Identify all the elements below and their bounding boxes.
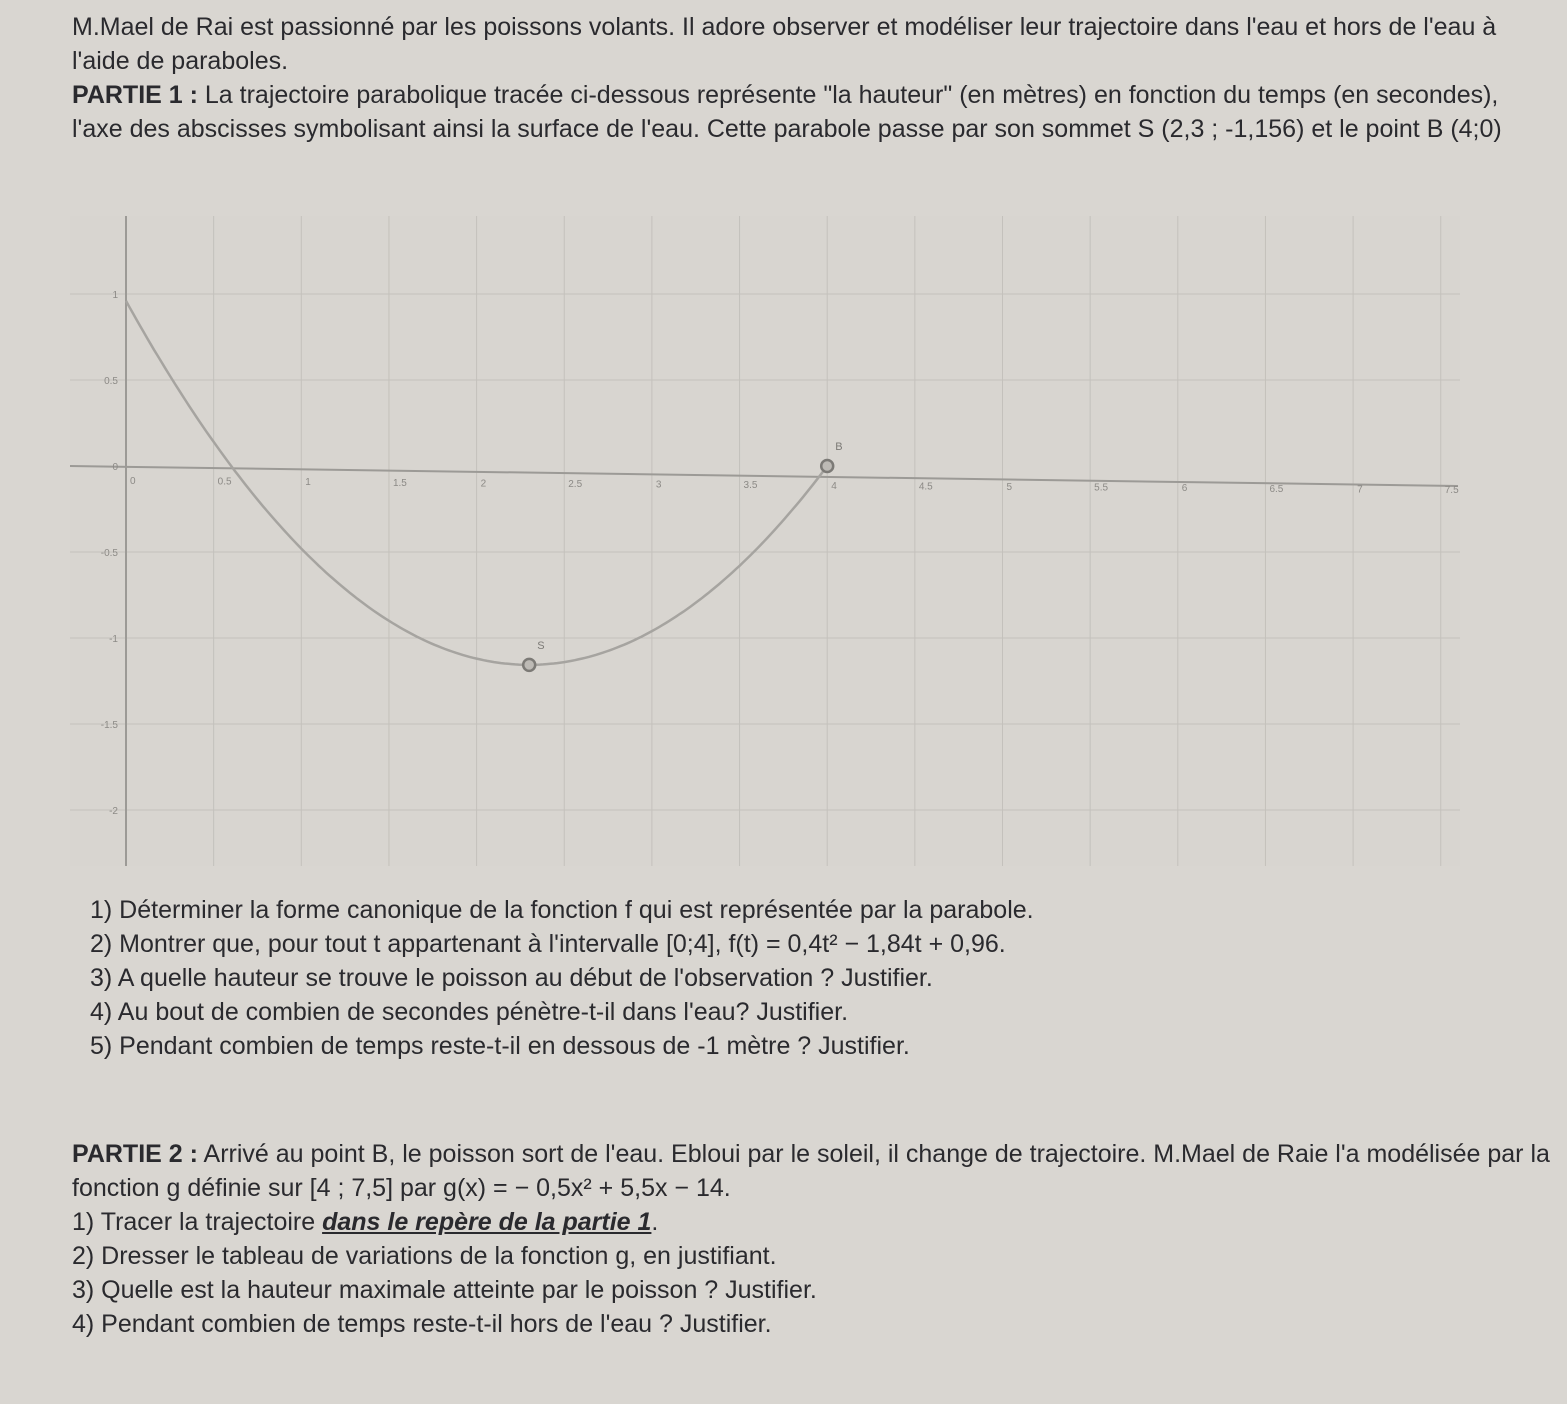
question-2-1-emphasis: dans le repère de la partie 1 <box>322 1208 652 1236</box>
x-tick-label: 0 <box>130 476 136 487</box>
x-tick-label: 7 <box>1357 484 1363 496</box>
question-2-4: 4) Pendant combien de temps reste-t-il hors de l'eau ? Justifier. <box>72 1310 772 1338</box>
y-tick-label: -1.5 <box>100 720 118 731</box>
partie1-label: PARTIE 1 : <box>72 81 198 109</box>
question-2-1 <box>72 1205 1552 1239</box>
partie2-text: Arrivé au point B, le poisson sort de l'eau. Ebloui par le soleil, il change de trajectoire. M.Mael de Raie l'a modélisée par la fonction g définie sur [4 ; 7,5] par g(x) = − 0,5x² + 5,5x − 14. <box>72 1140 1550 1202</box>
x-tick-label: 7.5 <box>1444 485 1459 496</box>
x-tick-label: 5.5 <box>1094 482 1109 494</box>
question-1-4: 4) Au bout de combien de secondes pénètre-t-il dans l'eau? Justifier. <box>90 998 849 1026</box>
question-2-1-suffix: . <box>651 1208 659 1236</box>
question-2-2: 2) Dresser le tableau de variations de la fonction g, en justifiant. <box>72 1242 777 1270</box>
x-tick-label: 2.5 <box>568 479 583 490</box>
x-tick-label: 5 <box>1006 482 1013 493</box>
x-tick-label: 2 <box>480 478 487 490</box>
question-2-1-prefix: 1) Tracer la trajectoire <box>72 1208 323 1236</box>
y-tick-label: 0.5 <box>104 376 118 387</box>
partie1-text: La trajectoire parabolique tracée ci-dessous représente "la hauteur" (en mètres) en fonction du temps (en secondes), l'axe des abscisses symbolisant ainsi la surface de l'eau. Cette parabole passe par son sommet S (2,3 ; -1,156) et le point B (4;0) <box>72 81 1502 143</box>
point-b <box>821 460 833 472</box>
x-tick-label: 6 <box>1181 483 1188 495</box>
intro-section <box>72 10 1552 146</box>
intro-text: M.Mael de Rai est passionné par les poissons volants. Il adore observer et modéliser leur trajectoire dans l'eau et hors de l'eau à l'aide de paraboles. <box>72 13 1497 75</box>
partie1-questions <box>90 893 1530 1063</box>
x-tick-label: 4 <box>831 480 837 492</box>
x-tick-label: 3 <box>655 479 662 491</box>
question-2-3: 3) Quelle est la hauteur maximale atteinte par le poisson ? Justifier. <box>72 1276 817 1304</box>
partie1-paragraph <box>72 78 1552 146</box>
x-tick-label: 1.5 <box>392 477 407 489</box>
partie2-label: PARTIE 2 : <box>72 1140 198 1168</box>
question-1-2: 2) Montrer que, pour tout t appartenant à l'intervalle [0;4], f(t) = 0,4t² − 1,84t + 0,96. <box>90 930 1006 958</box>
question-1-3: 3) A quelle hauteur se trouve le poisson au début de l'observation ? Justifier. <box>90 964 933 992</box>
partie2-section <box>72 1137 1552 1341</box>
x-tick-label: 6.5 <box>1269 483 1284 495</box>
partie2-paragraph <box>72 1137 1552 1205</box>
question-1-5: 5) Pendant combien de temps reste-t-il en dessous de -1 mètre ? Justifier. <box>90 1032 910 1060</box>
x-tick-label: 1 <box>305 477 311 489</box>
y-tick-label: -2 <box>109 806 118 817</box>
y-tick-label: -0.5 <box>100 548 118 559</box>
x-tick-label: 3.5 <box>743 480 758 492</box>
point-s <box>523 659 535 671</box>
point-label-s: S <box>537 639 545 652</box>
y-tick-label: 0 <box>112 462 118 473</box>
parabola-graph <box>70 216 1460 866</box>
x-tick-label: 0.5 <box>217 476 232 488</box>
x-tick-label: 4.5 <box>918 481 933 493</box>
y-tick-label: 1 <box>112 290 118 301</box>
question-1-1: 1) Déterminer la forme canonique de la fonction f qui est représentée par la parabole. <box>90 896 1034 924</box>
y-tick-label: -1 <box>109 634 118 645</box>
point-label-b: B <box>835 441 843 453</box>
